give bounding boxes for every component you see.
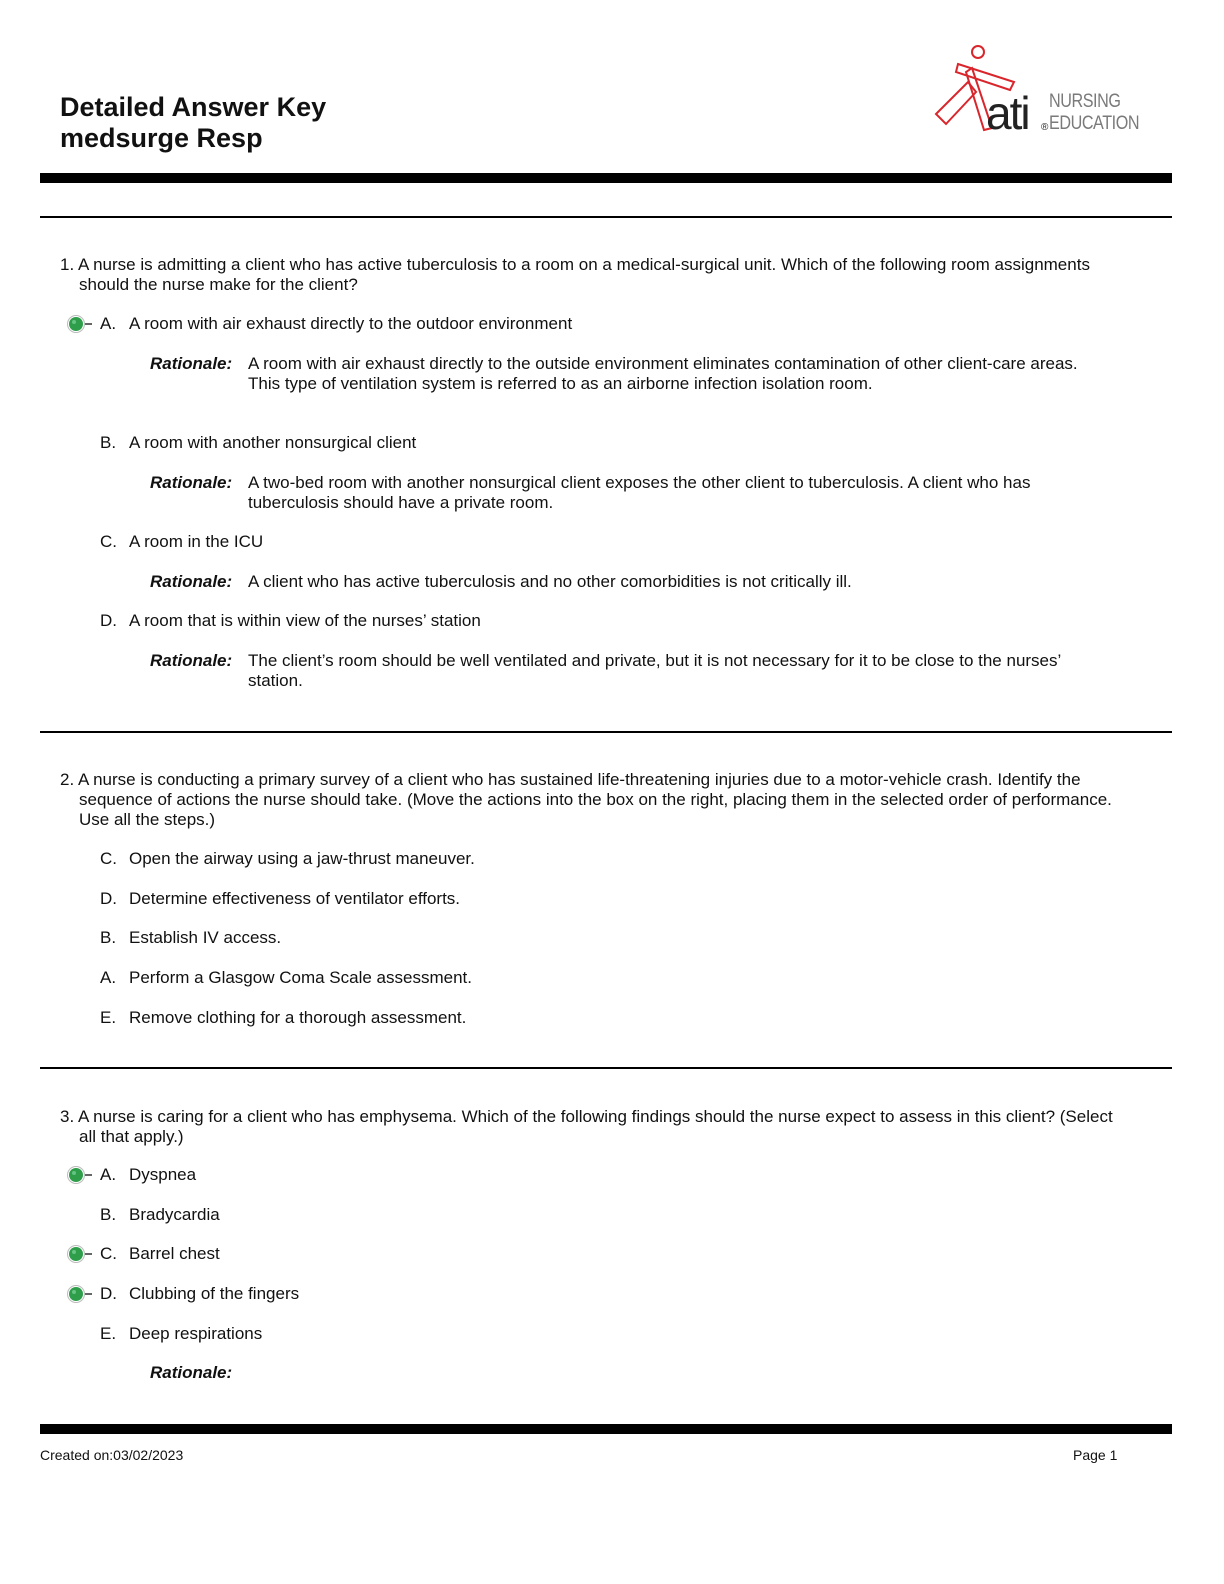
logo-ati-text: ati — [986, 87, 1029, 139]
rationale-text: A two-bed room with another nonsurgical client exposes the other client to tuberculosis. A client who has tuberculosis should have a private room. — [248, 473, 1031, 512]
option-c — [100, 532, 263, 552]
option-a — [100, 314, 572, 334]
rationale-label: Rationale: — [150, 473, 233, 492]
option-text: Perform a Glasgow Coma Scale assessment. — [129, 968, 472, 987]
option-letter: B. — [100, 1205, 117, 1224]
created-date: Created on:03/02/2023 — [40, 1447, 184, 1463]
correct-answer-marker-icon — [60, 314, 96, 334]
rationale-text: A room with air exhaust directly to the outside environment eliminates contamination of other client-care areas. This type of ventilation system is referred to as an airborne infection isolation room. — [248, 354, 1078, 393]
option-letter: A. — [100, 968, 117, 987]
rationale-text: A client who has active tuberculosis and no other comorbidities is not critically ill. — [248, 572, 852, 591]
option-text: Open the airway using a jaw-thrust maneuver. — [129, 849, 475, 868]
option-text: Remove clothing for a thorough assessment. — [129, 1008, 467, 1027]
option-text: Clubbing of the fingers — [129, 1284, 300, 1303]
option-letter: E. — [100, 1324, 117, 1343]
option-letter: C. — [100, 1244, 117, 1263]
correct-answer-marker-icon — [60, 1165, 96, 1185]
option-b — [100, 433, 416, 453]
divider — [40, 731, 1172, 733]
divider — [40, 216, 1172, 218]
rationale-c — [150, 572, 1100, 592]
logo-registered-mark: ® — [1041, 122, 1049, 133]
question-3 — [60, 1107, 1120, 1382]
option-d — [100, 611, 481, 631]
question-stem: 3. A nurse is caring for a client who has emphysema. Which of the following findings should the nurse expect to assess in this client? (Select all that apply.) — [60, 1107, 1113, 1146]
option-a — [100, 1165, 196, 1185]
rationale-d — [150, 651, 1100, 691]
sequence-item — [100, 928, 281, 948]
option-letter: D. — [100, 889, 117, 908]
logo-nursing-text: NURSING — [1049, 91, 1121, 112]
title-line-2: medsurge Resp — [60, 123, 263, 153]
option-letter: A. — [100, 314, 117, 333]
logo-education-text: EDUCATION — [1049, 113, 1140, 134]
option-letter: B. — [100, 433, 117, 452]
page-number: Page 1 — [1073, 1447, 1118, 1463]
option-e — [100, 1324, 262, 1344]
correct-answer-marker-icon — [60, 1284, 96, 1304]
option-text: Determine effectiveness of ventilator efforts. — [129, 889, 461, 908]
option-text: A room with air exhaust directly to the outdoor environment — [129, 314, 573, 333]
title-line-1: Detailed Answer Key — [60, 92, 327, 122]
option-letter: B. — [100, 928, 117, 947]
option-text: A room with another nonsurgical client — [129, 433, 417, 452]
question-2 — [60, 770, 1120, 1027]
header-thick-rule — [40, 173, 1172, 183]
option-letter: C. — [100, 849, 117, 868]
question-stem: 1. A nurse is admitting a client who has active tuberculosis to a room on a medical-surgical unit. Which of the following room assignments should the nurse make for the client? — [60, 255, 1090, 294]
option-c — [100, 1244, 220, 1264]
option-text: Deep respirations — [129, 1324, 263, 1343]
sequence-item — [100, 849, 475, 869]
option-d — [100, 1284, 299, 1304]
rationale-b — [150, 473, 1100, 513]
rationale-a — [150, 354, 1100, 394]
sequence-item — [100, 889, 460, 909]
footer-thick-rule — [40, 1424, 1172, 1434]
question-stem: 2. A nurse is conducting a primary survey of a client who has sustained life-threatening injuries due to a motor-vehicle crash. Identify the sequence of actions the nurse should take. (Move the actions into the box on the right, placing them in the selected order of performance. Use all the steps.) — [60, 770, 1112, 829]
option-letter: C. — [100, 532, 117, 551]
option-letter: E. — [100, 1008, 117, 1027]
divider — [40, 1067, 1172, 1069]
rationale-label: Rationale: — [150, 354, 233, 373]
option-letter: D. — [100, 1284, 117, 1303]
option-text: A room that is within view of the nurses’ station — [129, 611, 481, 630]
ati-nursing-education-logo — [928, 42, 1148, 142]
option-b — [100, 1205, 220, 1225]
option-letter: D. — [100, 611, 117, 630]
sequence-item — [100, 1008, 466, 1028]
option-letter: A. — [100, 1165, 117, 1184]
option-text: Barrel chest — [129, 1244, 220, 1263]
rationale-label: Rationale: — [150, 572, 233, 591]
correct-answer-marker-icon — [60, 1244, 96, 1264]
question-1 — [60, 255, 1120, 690]
rationale-label: Rationale: — [150, 651, 233, 670]
rationale-text: The client’s room should be well ventilated and private, but it is not necessary for it to be close to the nurses’ station. — [248, 651, 1061, 690]
option-text: A room in the ICU — [129, 532, 264, 551]
option-text: Dyspnea — [129, 1165, 197, 1184]
option-text: Establish IV access. — [129, 928, 282, 947]
rationale-label: Rationale: — [150, 1363, 233, 1382]
option-text: Bradycardia — [129, 1205, 220, 1224]
document-title — [60, 92, 326, 154]
sequence-item — [100, 968, 472, 988]
